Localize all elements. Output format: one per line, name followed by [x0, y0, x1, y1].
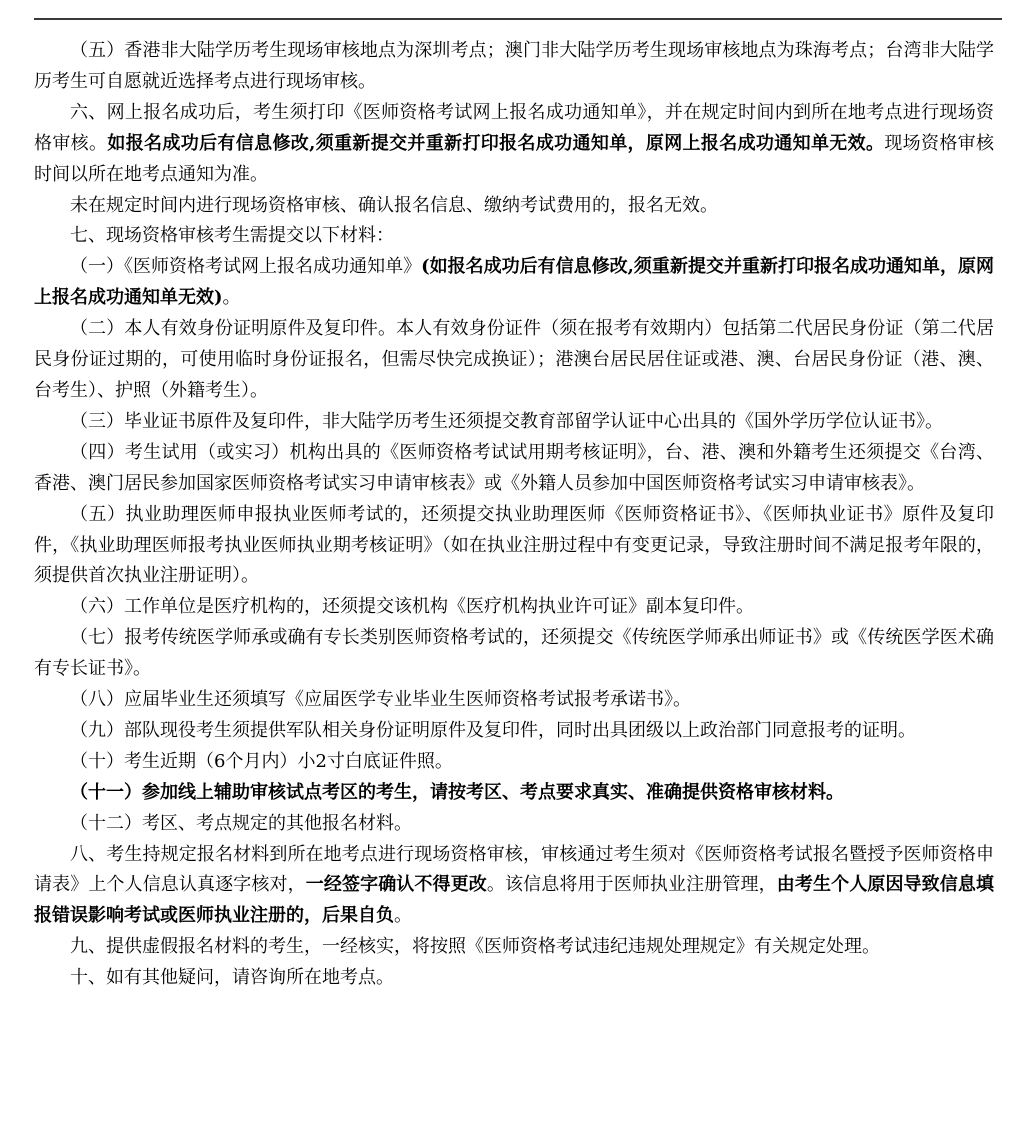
bold-text: 一经签字确认不得更改	[305, 874, 487, 896]
paragraph	[34, 840, 994, 933]
text-run: （八）应届毕业生还须填写《应届医学专业毕业生医师资格考试报考承诺书》。	[70, 689, 691, 711]
text-run: 未在规定时间内进行现场资格审核、确认报名信息、缴纳考试费用的，报名无效。	[70, 194, 718, 216]
paragraph	[34, 500, 994, 593]
text-run: 八、考生持规定报名材料到所在地考点进行现场资格审核，审核通过考生须对《医师资格考试报名暨授予医师资格申请表》上个人信息认真逐字核对，	[34, 843, 994, 896]
paragraph	[34, 809, 994, 840]
text-run: 。该信息将用于医师执业注册管理，	[486, 874, 777, 896]
paragraph	[34, 778, 994, 809]
paragraph	[34, 592, 994, 623]
bold-text: （十一）参加线上辅助审核试点考区的考生，请按考区、考点要求真实、准确提供资格审核材料。	[70, 781, 844, 803]
text-run: 九、提供虚假报名材料的考生，一经核实，将按照《医师资格考试违纪违规处理规定》有关规定处理。	[70, 936, 880, 958]
text-run: 七、现场资格审核考生需提交以下材料：	[70, 225, 394, 247]
paragraph	[34, 747, 994, 778]
text-run: （五）香港非大陆学历考生现场审核地点为深圳考点；澳门非大陆学历考生现场审核地点为珠海考点；台湾非大陆学历考生可自愿就近选择考点进行现场审核。	[34, 40, 994, 92]
text-run: （四）考生试用（或实习）机构出具的《医师资格考试试用期考核证明》，台、港、澳和外籍考生还须提交《台湾、香港、澳门居民参加国家医师资格考试实习申请审核表》或《外籍人员参加中国医师资格考试实习申请审核表》。	[34, 441, 994, 494]
text-run: 。	[394, 905, 412, 927]
text-run: （七）报考传统医学师承或确有专长类别医师资格考试的，还须提交《传统医学师承出师证书》或《传统医学医术确有专长证书》。	[34, 627, 994, 680]
text-run: （六）工作单位是医疗机构的，还须提交该机构《医疗机构执业许可证》副本复印件。	[70, 596, 754, 618]
paragraph	[34, 36, 994, 98]
text-run: （五）执业助理医师申报执业医师考试的，还须提交执业助理医师《医师资格证书》、《医师执业证书》原件及复印件，《执业助理医师报考执业医师执业期考核证明》（如在执业注册过程中有变更记录，导致注册时间不满足报考年限的，须提供首次执业注册证明）。	[34, 503, 994, 587]
text-run: 。	[222, 287, 241, 309]
paragraph	[34, 932, 994, 963]
bold-text: (如报名成功后有信息修改,须重新提交并重新打印报名成功通知单，原网上报名成功通知单无效)	[34, 256, 995, 309]
paragraph	[34, 314, 994, 407]
text-run: （二）本人有效身份证明原件及复印件。本人有效身份证件（须在报考有效期内）包括第二代居民身份证（第二代居民身份证过期的，可使用临时身份证报名，但需尽快完成换证）；港澳台居民居住证或港、澳、台居民身份证（港、澳、台考生）、护照（外籍考生）。	[34, 318, 994, 401]
paragraph	[34, 407, 994, 438]
text-run: 现场资格审核时间以所在地考点通知为准。	[34, 132, 995, 185]
paragraph	[34, 98, 994, 191]
text-run: 六、网上报名成功后，考生须打印《医师资格考试网上报名成功通知单》，并在规定时间内到所在地考点进行现场资格审核。	[34, 101, 994, 154]
bold-text: 如报名成功后有信息修改,须重新提交并重新打印报名成功通知单，原网上报名成功通知单无效。	[107, 132, 885, 154]
paragraph	[34, 685, 994, 716]
text-run: （十）考生近期（6个月内）小2寸白底证件照。	[70, 750, 453, 772]
text-run: （九）部队现役考生须提供军队相关身份证明原件及复印件，同时出具团级以上政治部门同意报考的证明。	[70, 719, 916, 741]
text-run: （十二）考区、考点规定的其他报名材料。	[70, 812, 412, 834]
text-run: （三）毕业证书原件及复印件，非大陆学历考生还须提交教育部留学认证中心出具的《国外学历学位认证书》。	[70, 410, 943, 432]
paragraph	[34, 438, 994, 500]
paragraph	[34, 221, 994, 252]
paragraph	[34, 623, 994, 685]
paragraph	[34, 252, 994, 314]
text-run: 十、如有其他疑问，请咨询所在地考点。	[70, 967, 394, 989]
bold-text: 由考生个人原因导致信息填报错误影响考试或医师执业注册的，后果自负	[34, 874, 995, 927]
header-rule	[34, 18, 1002, 20]
paragraph	[34, 191, 994, 222]
text-run: （一）《医师资格考试网上报名成功通知单》	[70, 256, 422, 278]
paragraph	[34, 963, 994, 994]
paragraph	[34, 716, 994, 747]
document-body	[34, 36, 994, 994]
